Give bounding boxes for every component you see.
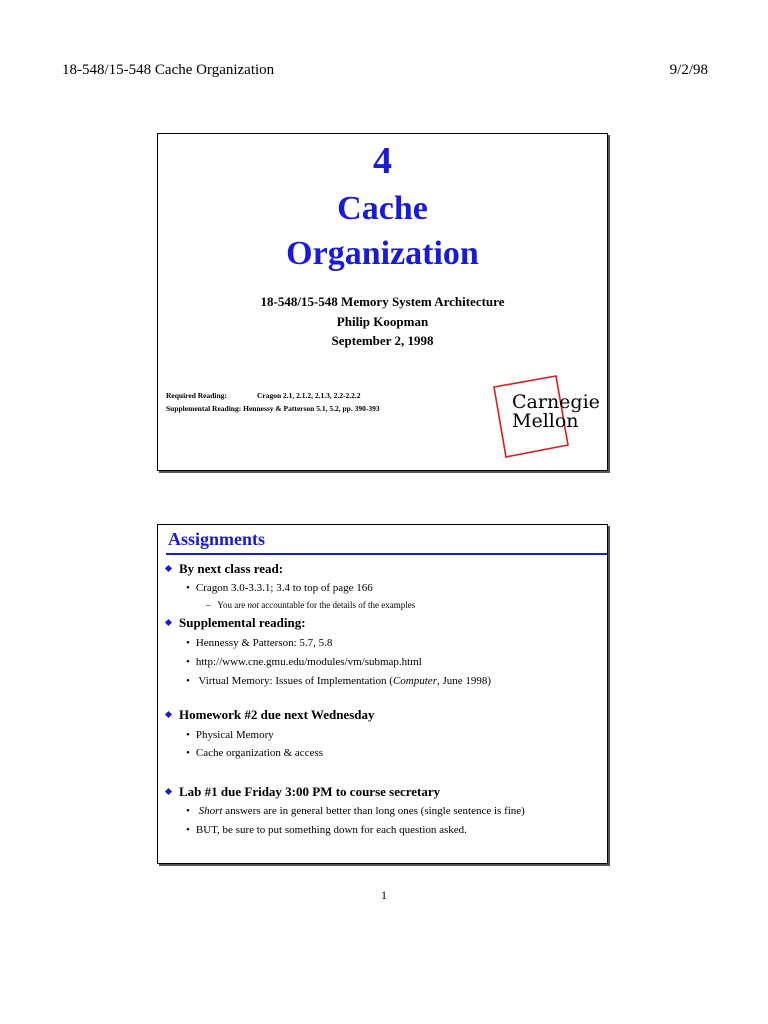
page-number: 1 bbox=[381, 888, 387, 902]
diamond-bullet-icon bbox=[165, 619, 172, 626]
supplemental-reading-text: Hennessy & Patterson 5.1, 5.2, pp. 390-393 bbox=[243, 404, 380, 413]
item-text-emphasis: Computer bbox=[392, 675, 437, 687]
bullet-text: Lab #1 due Friday 3:00 PM to course secretary bbox=[179, 784, 441, 799]
supplemental-reading-label: Supplemental Reading: bbox=[166, 404, 242, 413]
required-reading-text: Cragon 2.1, 2.1.2, 2.1.3, 2.2-2.2.2 bbox=[257, 391, 361, 400]
diamond-bullet-icon bbox=[165, 565, 172, 572]
list-item: • Cragon 3.0-3.3.1; 3.4 to top of page 166 bbox=[186, 582, 373, 594]
list-item bbox=[186, 805, 525, 817]
lecture-number: 4 bbox=[373, 140, 392, 182]
list-item: • Physical Memory bbox=[186, 729, 274, 741]
lecture-title-line2: Organization bbox=[286, 235, 479, 272]
title-divider bbox=[166, 553, 607, 555]
assignments-slide bbox=[157, 524, 608, 864]
bullet-lab-1 bbox=[166, 784, 440, 800]
item-text-emphasis: Short bbox=[198, 805, 223, 817]
list-item: • Hennessy & Patterson: 5.7, 5.8 bbox=[186, 637, 332, 649]
header-title: 18-548/15-548 Cache Organization bbox=[62, 62, 275, 78]
note-text-pre: You are bbox=[217, 600, 248, 610]
list-item bbox=[186, 675, 491, 687]
item-text-pre: Virtual Memory: Issues of Implementation ( bbox=[198, 675, 393, 687]
required-reading-label: Required Reading: bbox=[166, 391, 227, 400]
header-date: 9/2/98 bbox=[669, 62, 708, 78]
list-item-url: • http://www.cne.gmu.edu/modules/vm/submap.html bbox=[186, 656, 422, 668]
item-text-post: answers are in general better than long ones (single sentence is fine) bbox=[222, 805, 525, 817]
author-name: Philip Koopman bbox=[336, 314, 429, 329]
list-note bbox=[206, 600, 415, 610]
note-text-post: accountable for the details of the examples bbox=[259, 600, 416, 610]
title-slide bbox=[157, 133, 608, 471]
bullet-text: Supplemental reading: bbox=[179, 615, 306, 630]
course-name: 18-548/15-548 Memory System Architecture bbox=[260, 294, 505, 309]
assignments-title: Assignments bbox=[168, 529, 266, 549]
diamond-bullet-icon bbox=[165, 788, 172, 795]
lecture-title-line1: Cache bbox=[337, 190, 428, 227]
page-header bbox=[62, 62, 708, 79]
note-text-emphasis: not bbox=[247, 600, 260, 610]
item-text-post: , June 1998) bbox=[436, 675, 492, 687]
list-item: • BUT, be sure to put something down for each question asked. bbox=[186, 824, 467, 836]
bullet-text: By next class read: bbox=[179, 561, 284, 576]
logo-text-mellon: Mellon bbox=[512, 410, 579, 432]
bullet-text: Homework #2 due next Wednesday bbox=[179, 707, 375, 722]
diamond-bullet-icon bbox=[165, 711, 172, 718]
carnegie-mellon-logo bbox=[488, 375, 598, 463]
bullet-homework-2 bbox=[166, 707, 375, 723]
bullet-next-class-read bbox=[166, 561, 283, 577]
required-reading bbox=[166, 391, 361, 400]
logo-text-carnegie: Carnegie bbox=[512, 391, 600, 413]
bullet-supplemental-reading bbox=[166, 615, 306, 631]
supplemental-reading bbox=[166, 404, 380, 413]
lecture-date: September 2, 1998 bbox=[331, 333, 434, 348]
list-item: • Cache organization & access bbox=[186, 747, 323, 759]
